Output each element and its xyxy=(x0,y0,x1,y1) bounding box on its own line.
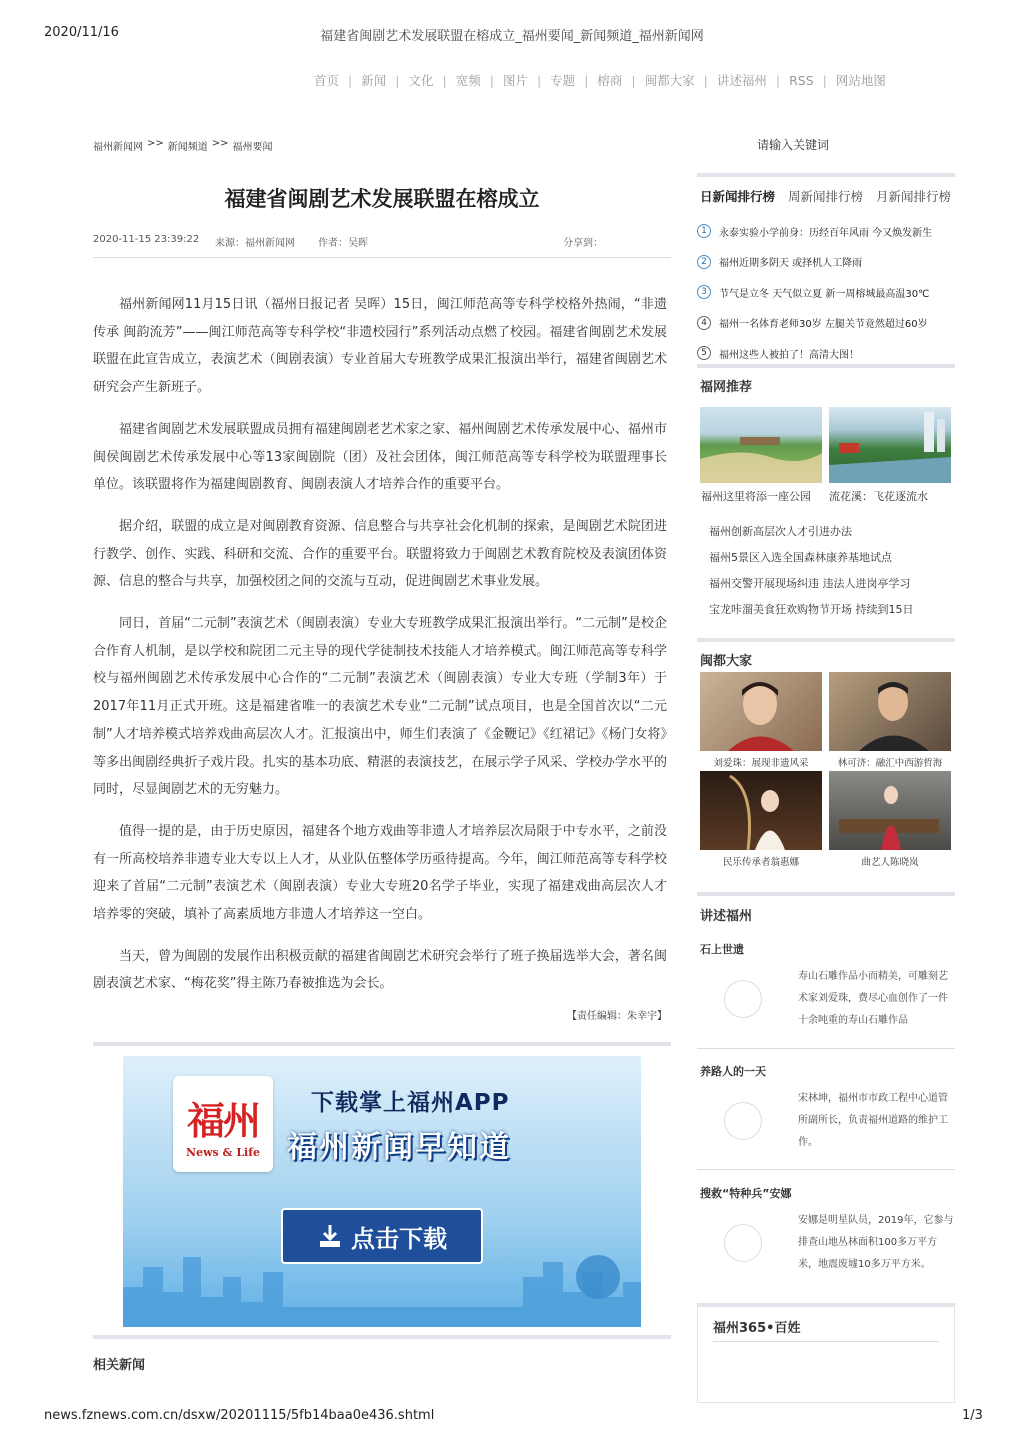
tell-fuzhou-heading: 讲述福州 xyxy=(700,909,753,924)
breadcrumb xyxy=(93,138,273,153)
nav-separator: | xyxy=(703,72,708,88)
rank-item[interactable] xyxy=(697,277,955,308)
nav-link[interactable]: 网站地图 xyxy=(835,73,886,88)
rank-item-title: 福州这些人被拍了！高清大图！ xyxy=(719,349,859,361)
banner-slogan: 福州新闻早知道 xyxy=(287,1130,511,1165)
breadcrumb-news-channel[interactable]: 新闻频道 xyxy=(167,142,208,153)
park-photo-graphic xyxy=(700,407,822,483)
story-summary: 寿山石雕作品小而精美，可雕刻艺术家刘爱珠，费尽心血创作了一件十余吨重的寿山石雕作品 xyxy=(798,971,948,1026)
rank-number: 2 xyxy=(697,255,711,269)
harp-performer-graphic xyxy=(700,771,822,850)
banner-headline: 下载掌上福州APP xyxy=(311,1090,510,1116)
nav-separator: | xyxy=(395,72,400,88)
story-title[interactable]: 养路人的一天 xyxy=(700,1065,766,1078)
master-photo[interactable] xyxy=(700,771,822,850)
article-datetime: 2020-11-15 23:39:22 xyxy=(93,234,200,245)
nav-separator: | xyxy=(489,72,494,88)
nav-link[interactable]: 闽都大家 xyxy=(644,73,695,88)
download-button[interactable] xyxy=(281,1208,483,1264)
breadcrumb-home[interactable]: 福州新闻网 xyxy=(93,142,143,153)
nav-separator: | xyxy=(775,72,781,88)
logo-text: 福州 xyxy=(186,1098,259,1143)
nav-separator: | xyxy=(536,72,542,88)
print-page-number: 1/3 xyxy=(962,1408,983,1423)
nav-separator: | xyxy=(442,72,447,88)
app-logo xyxy=(173,1076,273,1172)
download-button-label: 点击下载 xyxy=(351,1224,447,1253)
share-label: 分享到： xyxy=(563,238,603,249)
nav-link[interactable]: 图片 xyxy=(502,73,528,88)
photo-caption[interactable]: 福州这里将添一座公园 xyxy=(701,490,811,503)
print-url: news.fznews.com.cn/dsxw/20201115/5fb14baa0e436.shtml xyxy=(44,1408,435,1423)
rank-item-title: 福州近期多阴天 或择机人工降雨 xyxy=(719,258,863,270)
portrait-graphic xyxy=(700,672,822,751)
master-caption[interactable]: 民乐传承者翁惠娜 xyxy=(722,857,799,868)
story-title[interactable]: 搜救“特种兵”安娜 xyxy=(700,1187,792,1200)
rank-item-title: 福州一名体育老师30岁 左腿关节竟然超过60岁 xyxy=(719,319,928,331)
master-caption[interactable]: 曲艺人陈晓岚 xyxy=(861,857,919,868)
story-summary: 安娜是明星队员，2019年，它参与排查山地丛林面积100多万平方米，地震废墟10多万平方米。 xyxy=(798,1215,954,1270)
divider xyxy=(93,1042,671,1046)
stream-photo[interactable] xyxy=(829,407,951,483)
divider xyxy=(697,892,955,896)
divider xyxy=(697,173,955,177)
divider xyxy=(697,638,955,642)
master-caption[interactable]: 林可济：融汇中西游哲海 xyxy=(837,758,943,769)
park-photo[interactable] xyxy=(700,407,822,483)
nav-link[interactable]: 讲述福州 xyxy=(716,73,767,88)
divider xyxy=(697,1169,955,1170)
rank-item-title: 永泰实验小学前身：历经百年风雨 今又焕发新生 xyxy=(719,227,933,239)
nav-link[interactable]: 文化 xyxy=(408,73,434,88)
article-body xyxy=(93,291,667,1012)
master-photo[interactable] xyxy=(829,672,951,751)
article-paragraph: 同日，首届“二元制”表演艺术（闽剧表演）专业大专班教学成果汇报演出举行。“二元制”是校企合作育人机制，是以学校和院团二元主导的现代学徒制技术技能人才培养模式。闽江师范高等专科学校与福州闽剧艺术传承发展中心合作的“二元制”表演艺术（闽剧表演）专业大专班（学制3年）于2017年11月正式开班。这是福建省唯一的表演艺术专业“二元制”试点项目，也是全国首次以“二元制”人才培养模式培养戏曲高层次人才。汇报演出中，师生们表演了《金鞭记》《红裙记》《杨门女将》等多出闽剧经典折子戏片段。扎实的基本功底、精湛的表演技艺，在展示学子风采、学校办学水平的同时，尽显闽剧艺术的无穷魅力。 xyxy=(93,616,667,798)
tab-daily-rank[interactable]: 日新闻排行榜 xyxy=(700,189,776,204)
nav-separator: | xyxy=(348,72,353,88)
recommend-link[interactable]: 宝龙咔溜美食狂欢购物节开场 持续到15日 xyxy=(709,603,914,616)
article-author: 作者：吴晖 xyxy=(318,238,368,249)
search-input[interactable]: 请输入关键词 xyxy=(757,138,830,152)
recommend-list xyxy=(709,519,914,623)
master-photo[interactable] xyxy=(700,672,822,751)
master-photo[interactable] xyxy=(829,771,951,850)
nav-link[interactable]: 专题 xyxy=(550,73,576,88)
breadcrumb-fuzhou-news[interactable]: 福州要闻 xyxy=(232,142,273,153)
download-icon xyxy=(317,1223,343,1249)
recommend-link[interactable]: 福州创新高层次人才引进办法 xyxy=(709,525,852,538)
breadcrumb-separator: >> xyxy=(147,138,164,149)
recommend-heading: 福网推荐 xyxy=(700,380,753,395)
nav-link[interactable]: 首页 xyxy=(314,73,340,88)
responsible-editor: 【责任编辑：朱幸宇】 xyxy=(567,1011,667,1022)
performer-graphic xyxy=(829,771,951,850)
fuzhou-365-box xyxy=(697,1303,955,1403)
rank-item[interactable] xyxy=(697,247,955,278)
master-caption[interactable]: 刘爱珠：展现非遗风采 xyxy=(713,758,809,769)
article-paragraph: 福建省闽剧艺术发展联盟成员拥有福建闽剧老艺术家之家、福州闽剧艺术传承发展中心、福州市闽侯闽剧艺术传承发展中心等13家闽剧院（团）及社会团体，闽江师范高等专科学校为联盟理事长单位。该联盟将作为福建闽剧教育、闽剧表演人才培养合作的重要平台。 xyxy=(93,421,667,493)
article-title: 福建省闽剧艺术发展联盟在榕成立 xyxy=(224,187,540,211)
stream-photo-graphic xyxy=(829,407,951,483)
app-download-banner[interactable] xyxy=(123,1056,641,1327)
fuzhou-365-heading: 福州365•百姓 xyxy=(713,1321,801,1336)
article-paragraph: 当天，曾为闽剧的发展作出积极贡献的福建省闽剧艺术研究会举行了班子换届选举大会，著名闽剧表演艺术家、“梅花奖”得主陈乃春被推选为会长。 xyxy=(93,948,667,992)
nav-link[interactable]: 宽频 xyxy=(455,73,481,88)
rank-item[interactable] xyxy=(697,216,955,247)
nav-separator: | xyxy=(584,72,589,88)
story-thumbnail[interactable] xyxy=(724,980,762,1018)
print-page-title: 福建省闽剧艺术发展联盟在榕成立_福州要闻_新闻频道_福州新闻网 xyxy=(320,29,704,44)
story-title[interactable]: 石上世遗 xyxy=(700,943,744,956)
divider xyxy=(697,364,955,368)
breadcrumb-separator: >> xyxy=(211,138,229,149)
related-news-heading: 相关新闻 xyxy=(93,1358,146,1373)
divider xyxy=(697,1048,955,1049)
portrait-graphic xyxy=(829,672,951,751)
story-summary: 宋林坤，福州市市政工程中心道管所副所长，负责福州道路的维护工作。 xyxy=(798,1093,948,1148)
divider xyxy=(93,1335,671,1339)
masters-heading: 闽都大家 xyxy=(700,654,753,669)
article-paragraph: 福州新闻网11月15日讯（福州日报记者 吴晖）15日，闽江师范高等专科学校格外热闹，“非遗传承 闽韵流芳”——闽江师范高等专科学校“非遗校园行”系列活动点燃了校园。福建省闽剧艺术发展联盟在此宣告成立，表演艺术（闽剧表演）专业首届大专班教学成果汇报演出举行，福建省闽剧艺术研究会产生新班子。 xyxy=(93,297,667,396)
article-paragraph: 据介绍，联盟的成立是对闽剧教育资源、信息整合与共享社会化机制的探索，是闽剧艺术院团进行教学、创作、实践、科研和交流、合作的重要平台。联盟将致力于闽剧艺术教育院校及表演团体资源、信息的整合与共享，加强校团之间的交流与互动，促进闽剧艺术事业发展。 xyxy=(93,518,667,590)
nav-link[interactable]: 新闻 xyxy=(361,73,387,88)
rank-number: 4 xyxy=(697,316,711,330)
rank-number: 1 xyxy=(697,224,711,238)
nav-link[interactable]: RSS xyxy=(789,72,814,88)
article-paragraph: 值得一提的是，由于历史原因，福建各个地方戏曲等非遗人才培养层次局限于中专水平，之前没有一所高校培养非遗专业大专以上人才，从业队伍整体学历亟待提高。今年，闽江师范高等专科学校迎来了首届“二元制”表演艺术（闽剧表演）专业大专班20名学子毕业，实现了福建戏曲高层次人才培养零的突破，填补了高素质地方非遗人才培养这一空白。 xyxy=(93,823,667,923)
nav-separator: | xyxy=(822,72,827,88)
rank-list xyxy=(697,216,955,369)
rank-item[interactable] xyxy=(697,308,955,339)
article-source: 来源：福州新闻网 xyxy=(215,238,295,249)
tab-monthly-rank[interactable]: 月新闻排行榜 xyxy=(876,189,952,204)
logo-subtext: News & Life xyxy=(186,1146,260,1159)
story-thumbnail[interactable] xyxy=(724,1102,762,1140)
nav-separator: | xyxy=(631,72,636,88)
print-date: 2020/11/16 xyxy=(44,25,119,40)
rank-number: 5 xyxy=(697,346,711,360)
photo-caption[interactable]: 流花溪：飞花逐流水 xyxy=(829,490,928,503)
divider xyxy=(713,1341,939,1342)
rank-number: 3 xyxy=(697,285,711,299)
top-nav xyxy=(314,71,886,89)
recommend-link[interactable]: 福州交警开展现场纠违 违法人进岗亭学习 xyxy=(709,577,911,590)
rank-tabs xyxy=(700,187,951,205)
rank-item-title: 节气是立冬 天气似立夏 新一周榕城最高温30℃ xyxy=(719,288,930,300)
nav-link[interactable]: 榕商 xyxy=(597,73,623,88)
recommend-link[interactable]: 福州5景区入选全国森林康养基地试点 xyxy=(709,551,892,564)
divider xyxy=(93,257,671,258)
story-thumbnail[interactable] xyxy=(724,1224,762,1262)
tab-weekly-rank[interactable]: 周新闻排行榜 xyxy=(788,189,864,204)
